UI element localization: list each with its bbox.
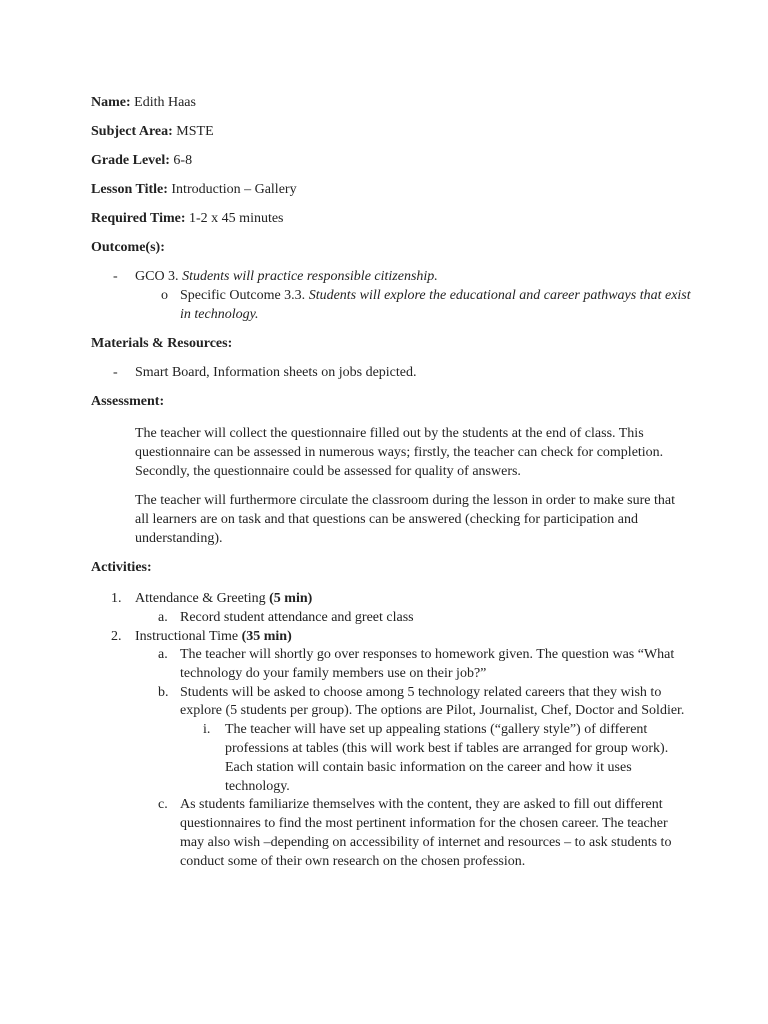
activity-item-1a — [91, 608, 691, 627]
activity-1-text: Attendance & Greeting — [135, 591, 270, 606]
list-letter: a. — [158, 647, 168, 662]
materials-item — [91, 363, 691, 382]
activity-1a-text: Record student attendance and greet class — [180, 610, 414, 625]
grade-value: 6-8 — [169, 153, 193, 168]
lesson-title-label: Lesson Title: — [91, 182, 168, 197]
assessment-heading: Assessment: — [91, 394, 165, 409]
gco-prefix: GCO 3. — [135, 269, 183, 284]
lesson-title-value: Introduction – Gallery — [167, 182, 297, 197]
activity-item-2b-i — [91, 721, 691, 796]
specific-prefix: Specific Outcome 3.3. — [180, 288, 309, 303]
grade-label: Grade Level: — [91, 153, 170, 168]
subject-value: MSTE — [172, 124, 214, 139]
outcome-gco — [91, 267, 691, 286]
outcomes-heading: Outcome(s): — [91, 240, 165, 255]
subject-field — [91, 122, 691, 141]
list-letter: b. — [158, 684, 169, 700]
activity-2b-text: Students will be asked to choose among 5 technology related careers that they wish to explore (5 students per group). The options are Pilot, Journalist, Chef, Doctor and Soldier. — [180, 684, 685, 719]
gco-text: Students will practice responsible citizenship. — [182, 269, 438, 284]
list-letter: c. — [158, 797, 168, 813]
subject-label: Subject Area: — [91, 124, 173, 139]
activity-item-2b — [91, 684, 691, 722]
activity-item-2 — [91, 627, 691, 646]
time-label: Required Time: — [91, 211, 186, 226]
outcome-specific — [91, 286, 691, 324]
o-bullet: o — [161, 288, 168, 303]
activity-2-text: Instructional Time — [135, 629, 242, 644]
name-value: Edith Haas — [130, 95, 196, 110]
dash-bullet: - — [113, 269, 118, 284]
activity-2bi-text: The teacher will have set up appealing stations (“gallery style”) of different professions at tables (this will work best if tables are arranged for group work). Each station will contain basic information on the career and how it uses technology. — [225, 722, 669, 794]
activity-2a-text: The teacher will shortly go over responses to homework given. The question was “What technology do your family members use on their job?” — [180, 647, 675, 681]
lesson-plan — [91, 93, 691, 872]
grade-field — [91, 151, 691, 170]
materials-heading: Materials & Resources: — [91, 336, 233, 351]
activity-1-time: (5 min) — [269, 591, 313, 606]
list-number: 2. — [111, 629, 122, 644]
list-number: 1. — [111, 591, 122, 606]
dash-bullet: - — [113, 365, 118, 380]
activity-2c-text: As students familiarize themselves with the content, they are asked to fill out different questionnaires to find the most pertinent information for the chosen career. The teacher may also wish –depending on accessibility of internet and resources – to ask students to conduct some of their own research on the chosen profession. — [180, 797, 672, 869]
time-field — [91, 209, 691, 228]
assessment-paragraph-1: The teacher will collect the questionnaire filled out by the students at the end of class. This questionnaire can be assessed in numerous ways; firstly, the teacher can check for completion. Secondly, the questionnaire could be assessed for quality of answers. — [135, 426, 664, 479]
list-roman: i. — [203, 722, 211, 738]
activity-item-1 — [91, 589, 691, 608]
time-value: 1-2 x 45 minutes — [185, 211, 284, 226]
materials-text: Smart Board, Information sheets on jobs depicted. — [135, 365, 417, 380]
list-letter: a. — [158, 610, 168, 625]
activity-item-2a — [91, 646, 691, 684]
name-label: Name: — [91, 95, 131, 110]
assessment-paragraph-2: The teacher will furthermore circulate the classroom during the lesson in order to make sure that all learners are on task and that questions can be answered (checking for participation and understanding). — [135, 493, 675, 546]
activity-2-time: (35 min) — [241, 629, 292, 644]
specific-text: Students will explore the educational and career pathways that exist in technology. — [180, 288, 691, 322]
name-field — [91, 93, 691, 112]
activity-item-2c — [91, 796, 691, 871]
lesson-title-field — [91, 180, 691, 199]
activities-heading: Activities: — [91, 560, 152, 575]
